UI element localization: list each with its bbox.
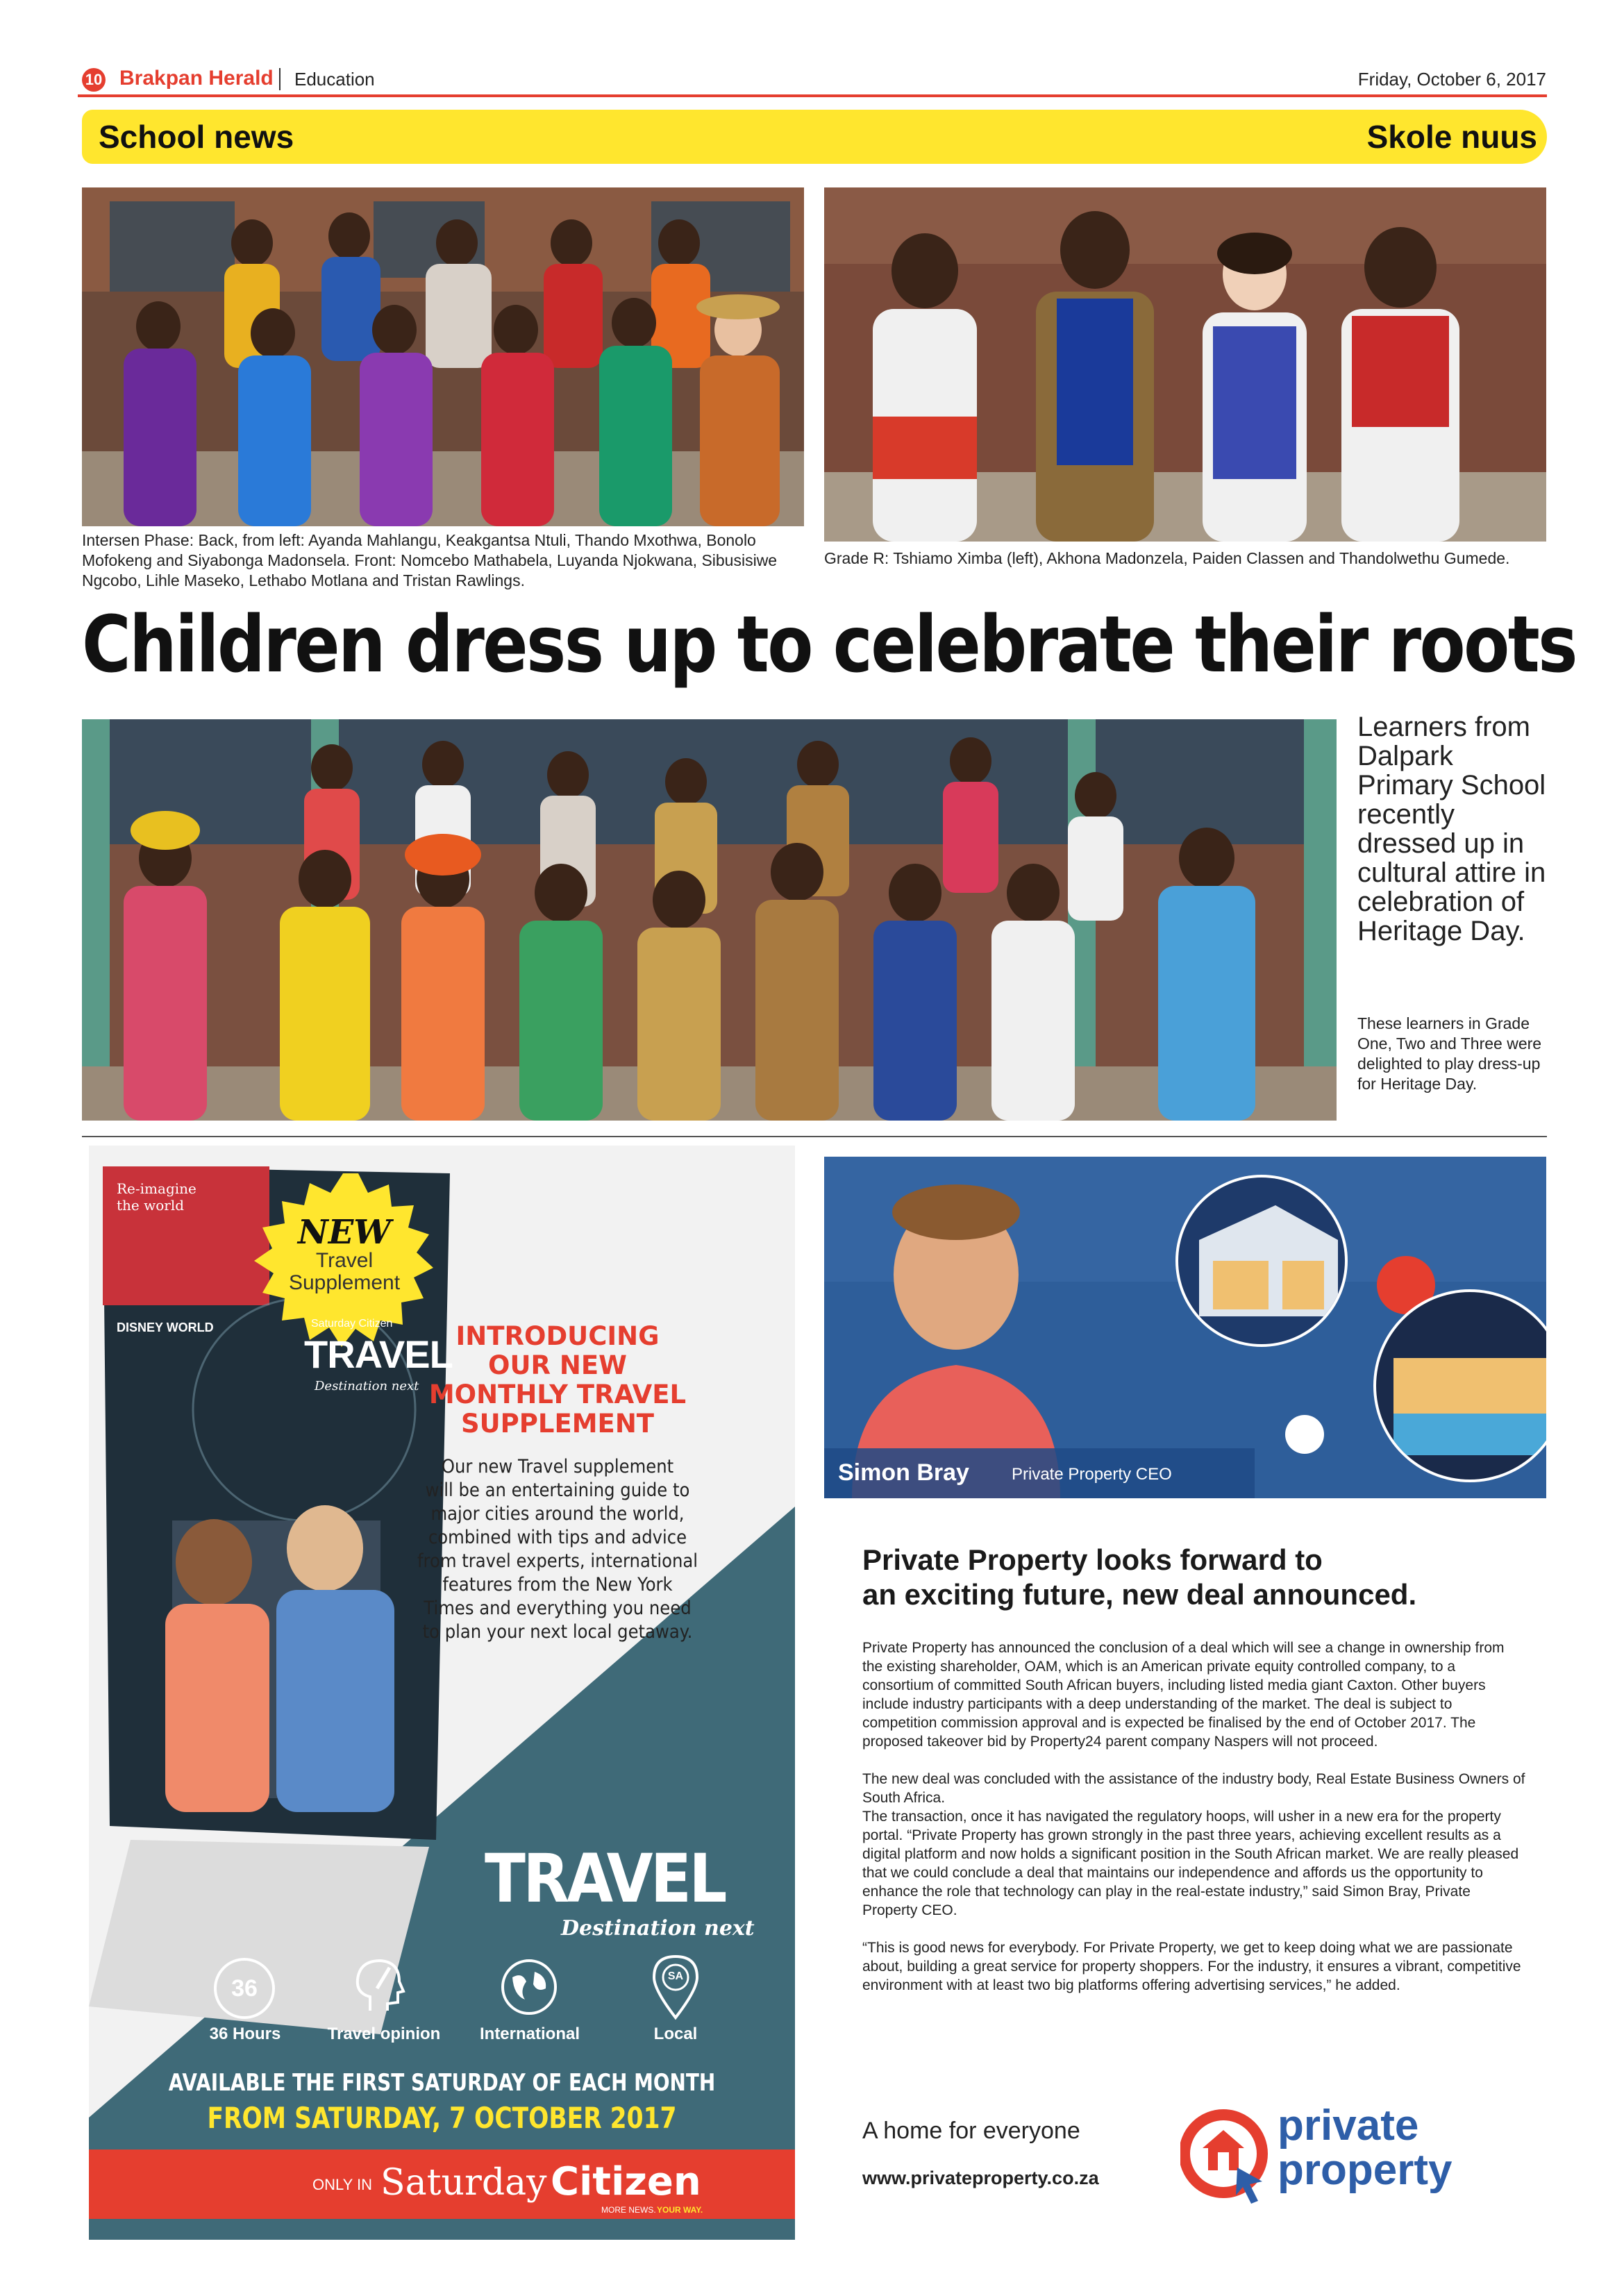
- magazine-title: TRAVEL: [304, 1332, 453, 1376]
- new-badge-line2: Supplement: [288, 1271, 401, 1294]
- travel-body-line: will be an entertaining guide to: [425, 1480, 690, 1501]
- heritage-day-group-photo: [82, 719, 1337, 1121]
- paper-name: Brakpan Herald: [119, 67, 274, 90]
- globe-icon: [499, 1956, 560, 2018]
- travel-body-line: features from the New York: [442, 1574, 673, 1595]
- travel-heading-line: INTRODUCING: [455, 1321, 660, 1351]
- availability-line1: AVAILABLE THE FIRST SATURDAY OF EACH MONTH: [168, 2069, 716, 2097]
- logo-line2: property: [1278, 2146, 1453, 2194]
- travel-body-line: Times and everything you need: [424, 1598, 692, 1619]
- private-property-banner: [824, 1157, 1546, 1498]
- photo-caption-intersen: Intersen Phase: Back, from left: Ayanda Mahlangu, Keakgantsa Ntuli, Thando Mxothwa, Bonolo Mofokeng and Siyabonga Madonsela. Front: Nomcebo Mathabela, Luyanda Njokwana, Sibusisiwe Ngcobo, Lihle Maseko, Lethabo Motlana and Tristan Rawlings.: [82, 531, 778, 589]
- travel-logo-title: TRAVEL: [485, 1840, 725, 1918]
- citizen-wordmark: Citizen: [551, 2159, 701, 2204]
- house-cursor-icon: [1180, 2104, 1271, 2208]
- intersen-phase-photo: [82, 187, 804, 526]
- property-paragraph: The transaction, once it has navigated the regulatory hoops, will usher in a new era for the property portal. “Private Property has grown strongly in the past three years, achieving excellent results as a digital platform and now holds a significant position in the South African market. We are really pleased that we could conclude a deal that maintains our independence and affords us the opportunity to enhance the role that technology can play in the real-estate industry,” said Simon Bray, Private Property CEO.: [862, 1809, 1519, 1918]
- icon-label-local: Local: [653, 2025, 698, 2043]
- travel-heading-line: OUR NEW: [488, 1350, 627, 1380]
- magazine-corner-line1: Re-imagine: [117, 1180, 196, 1197]
- logo-line1: private: [1278, 2102, 1419, 2150]
- property-url[interactable]: www.privateproperty.co.za: [862, 2168, 1099, 2188]
- travel-heading-line: SUPPLEMENT: [460, 1409, 655, 1439]
- travel-body-line: from travel experts, international: [417, 1550, 698, 1572]
- logo-text: [1278, 2104, 1452, 2193]
- property-ad-title: [862, 1543, 1543, 1612]
- icon-label-travel-opinion: Travel opinion: [327, 2025, 441, 2043]
- section-banner: [82, 110, 1547, 164]
- photo-caption-grade-r: Grade R: Tshiamo Ximba (left), Akhona Madonzela, Paiden Classen and Thandolwethu Gumede.: [824, 549, 1510, 567]
- head-pen-icon: [349, 1955, 412, 2018]
- travel-body-line: Our new Travel supplement: [441, 1456, 674, 1477]
- property-tagline: A home for everyone: [862, 2118, 1080, 2144]
- page-number: 10: [82, 68, 106, 92]
- location-pin-label: SA: [667, 1970, 684, 1982]
- icon-label-36-hours: 36 Hours: [209, 2025, 281, 2043]
- magazine-corner-line2: the world: [117, 1197, 185, 1214]
- banner-left-label: School news: [99, 119, 294, 155]
- availability-line2: FROM SATURDAY, 7 OCTOBER 2017: [207, 2101, 677, 2135]
- travel-logo-subtitle: Destination next: [561, 1916, 755, 1941]
- magazine-subtitle: Destination next: [315, 1379, 419, 1393]
- property-title-line2: an exciting future, new deal announced.: [862, 1578, 1417, 1611]
- ad-footer-bar: [89, 2150, 795, 2219]
- travel-ad-heading: [401, 1322, 714, 1439]
- saturday-wordmark: Saturday: [380, 2162, 547, 2204]
- section-name: Education: [294, 69, 375, 90]
- article-body: These learners in Grade One, Two and Three were delighted to play dress-up for Heritage Day.: [1357, 1014, 1542, 1093]
- travel-heading-line: MONTHLY TRAVEL: [428, 1380, 687, 1409]
- magazine-corner-text: [117, 1180, 256, 1214]
- new-badge-line1: Travel: [315, 1249, 374, 1272]
- article-lede: Learners from Dalpark Primary School recently dressed up in cultural attire in celebration of Heritage Day.: [1357, 712, 1546, 946]
- property-paragraph: “This is good news for everybody. For Private Property, we get to keep doing what we are passionate about, building a great service for property shoppers. For the industry, it ensures a vibrant, competitive environment with at least two big platforms offering advertising services,” he added.: [862, 1940, 1521, 1993]
- icon-label-international: International: [479, 2025, 580, 2043]
- property-paragraph: Private Property has announced the conclusion of a deal which will see a change in ownership from the existing shareholder, OAM, which is an American private equity controlled company, to a consortium of committed South African buyers, including listed media giant Caxton. Other buyers include industry participants with a deep understanding of the market. The deal is subject to competition commission approval and is expected be finalised by the end of October 2017. The proposed takeover bid by Property24 parent company Naspers will not proceed.: [862, 1640, 1505, 1750]
- ceo-title: Private Property CEO: [1012, 1465, 1172, 1484]
- header-separator: [279, 68, 281, 90]
- property-ad-body: [862, 1639, 1525, 2013]
- section-divider: [82, 1136, 1547, 1137]
- clock-36-icon: 36: [214, 1958, 275, 2019]
- property-title-line1: Private Property looks forward to: [862, 1543, 1323, 1576]
- private-property-logo: [1180, 2104, 1472, 2208]
- ceo-name: Simon Bray: [838, 1459, 969, 1486]
- citizen-tagline-1: MORE NEWS.: [601, 2205, 656, 2215]
- travel-body-line: to plan your next local getaway.: [422, 1621, 693, 1643]
- new-badge: [254, 1215, 435, 1294]
- travel-supplement-ad: [89, 1146, 795, 2240]
- banner-right-label: Skole nuus: [1366, 119, 1537, 155]
- travel-body-line: combined with tips and advice: [428, 1527, 687, 1548]
- header-rule: [78, 94, 1547, 97]
- travel-ad-body: [405, 1455, 711, 1644]
- location-pin-icon: [651, 1954, 700, 2020]
- article-headline: Children dress up to celebrate their roots: [82, 600, 1576, 690]
- property-paragraph: The new deal was concluded with the assistance of the industry body, Real Estate Business Owners of South Africa.: [862, 1771, 1525, 1806]
- magazine-side-title: DISNEY WORLD: [117, 1321, 214, 1334]
- magazine-brand: Saturday Citizen: [311, 1318, 393, 1330]
- issue-date: Friday, October 6, 2017: [1357, 69, 1546, 90]
- travel-body-line: major cities around the world,: [430, 1503, 685, 1525]
- only-in-label: ONLY IN: [312, 2176, 372, 2193]
- feature-icons-row: [207, 1958, 776, 2048]
- new-badge-title: NEW: [297, 1213, 392, 1252]
- citizen-tagline-2: YOUR WAY.: [657, 2205, 703, 2215]
- grade-r-photo: [824, 187, 1546, 542]
